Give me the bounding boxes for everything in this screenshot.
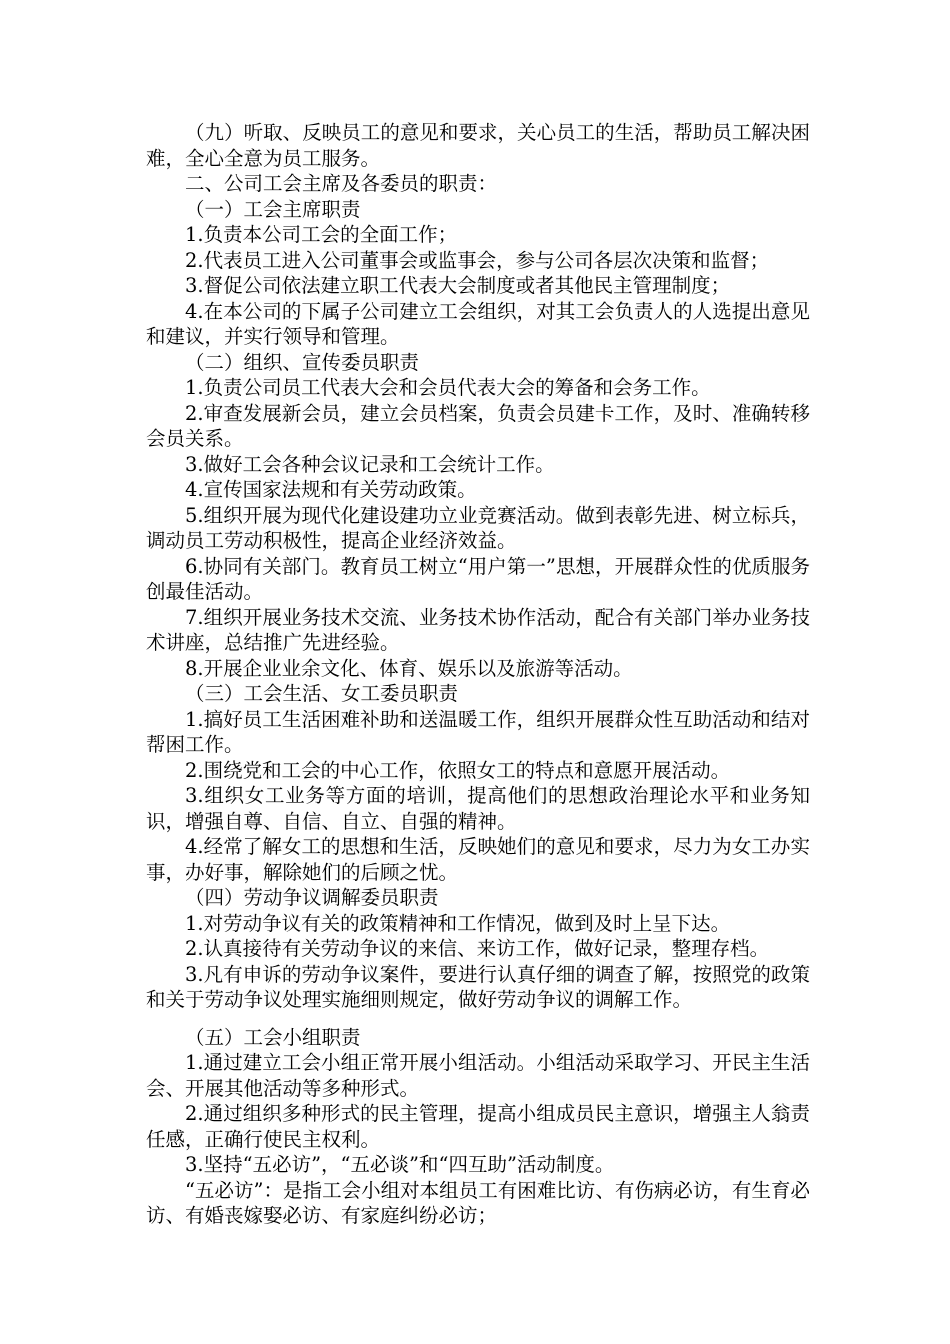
list-item: 3.督促公司依法建立职工代表大会制度或者其他民主管理制度；	[185, 274, 731, 297]
list-item: 2.围绕党和工会的中心工作，依照女工的特点和意愿开展活动。	[185, 758, 731, 782]
subsection-heading: （三）工会生活、女工委员职责	[185, 682, 459, 705]
list-item: 3.组织女工业务等方面的培训，提高他们的思想政治理论水平和业务知识，增强自尊、自信、自立、自强的精神。	[146, 784, 810, 833]
list-item: 8.开展企业业余文化、体育、娱乐以及旅游等活动。	[185, 656, 633, 680]
list-item: 3.凡有申诉的劳动争议案件，要进行认真仔细的调查了解，按照党的政策和关于劳动争议处理实施细则规定，做好劳动争议的调解工作。	[146, 962, 810, 1011]
list-item: 3.做好工会各种会议记录和工会统计工作。	[185, 452, 555, 476]
list-item: 7.组织开展业务技术交流、业务技术协作活动，配合有关部门举办业务技术讲座，总结推广先进经验。	[146, 605, 810, 654]
paragraph: （九）听取、反映员工的意见和要求，关心员工的生活，帮助员工解决困难，全心全意为员工服务。	[146, 121, 810, 170]
list-item: 1.负责公司员工代表大会和会员代表大会的筹备和会务工作。	[185, 376, 711, 399]
list-item: 1.负责本公司工会的全面工作；	[185, 223, 458, 246]
subsection-heading: （五）工会小组职责	[185, 1025, 361, 1049]
list-item: 4.宣传国家法规和有关劳动政策。	[185, 478, 477, 501]
list-item: 3.坚持“五必访”，“五必谈”和“四互助”活动制度。	[185, 1153, 615, 1176]
paragraph: “五必访”：是指工会小组对本组员工有困难比访、有伤病必访，有生育必访、有婚丧嫁娶必访、有家庭纠纷必访；	[146, 1178, 810, 1227]
list-item: 2.通过组织多种形式的民主管理，提高小组成员民主意识，增强主人翁责任感，正确行使民主权利。	[146, 1102, 810, 1151]
document-body	[146, 120, 810, 1229]
list-item: 2.认真接待有关劳动争议的来信、来访工作，做好记录，整理存档。	[185, 937, 770, 960]
list-item: 1.通过建立工会小组正常开展小组活动。小组活动采取学习、开民主生活会、开展其他活动等多种形式。	[146, 1051, 810, 1100]
list-item: 2.审查发展新会员，建立会员档案，负责会员建卡工作，及时、准确转移会员关系。	[146, 401, 810, 450]
subsection-heading: （一）工会主席职责	[185, 197, 361, 221]
section-heading: 二、公司工会主席及各委员的职责：	[185, 172, 498, 195]
list-item: 1.对劳动争议有关的政策精神和工作情况，做到及时上呈下达。	[185, 911, 731, 935]
list-item: 2.代表员工进入公司董事会或监事会，参与公司各层次决策和监督；	[185, 248, 770, 272]
list-item: 5.组织开展为现代化建设建功立业竞赛活动。做到表彰先进、树立标兵，调动员工劳动积极性，提高企业经济效益。	[146, 503, 810, 552]
subsection-heading: （四）劳动争议调解委员职责	[185, 886, 439, 909]
list-item: 6.协同有关部门。教育员工树立“用户第一”思想，开展群众性的优质服务创最佳活动。	[146, 554, 810, 603]
subsection-heading: （二）组织、宣传委员职责	[185, 350, 420, 374]
list-item: 4.经常了解女工的思想和生活，反映她们的意见和要求，尽力为女工办实事，办好事，解除她们的后顾之忧。	[146, 835, 810, 884]
list-item: 1.搞好员工生活困难补助和送温暖工作，组织开展群众性互助活动和结对帮困工作。	[146, 707, 810, 756]
list-item: 4.在本公司的下属子公司建立工会组织，对其工会负责人的人选提出意见和建议，并实行领导和管理。	[146, 299, 810, 348]
